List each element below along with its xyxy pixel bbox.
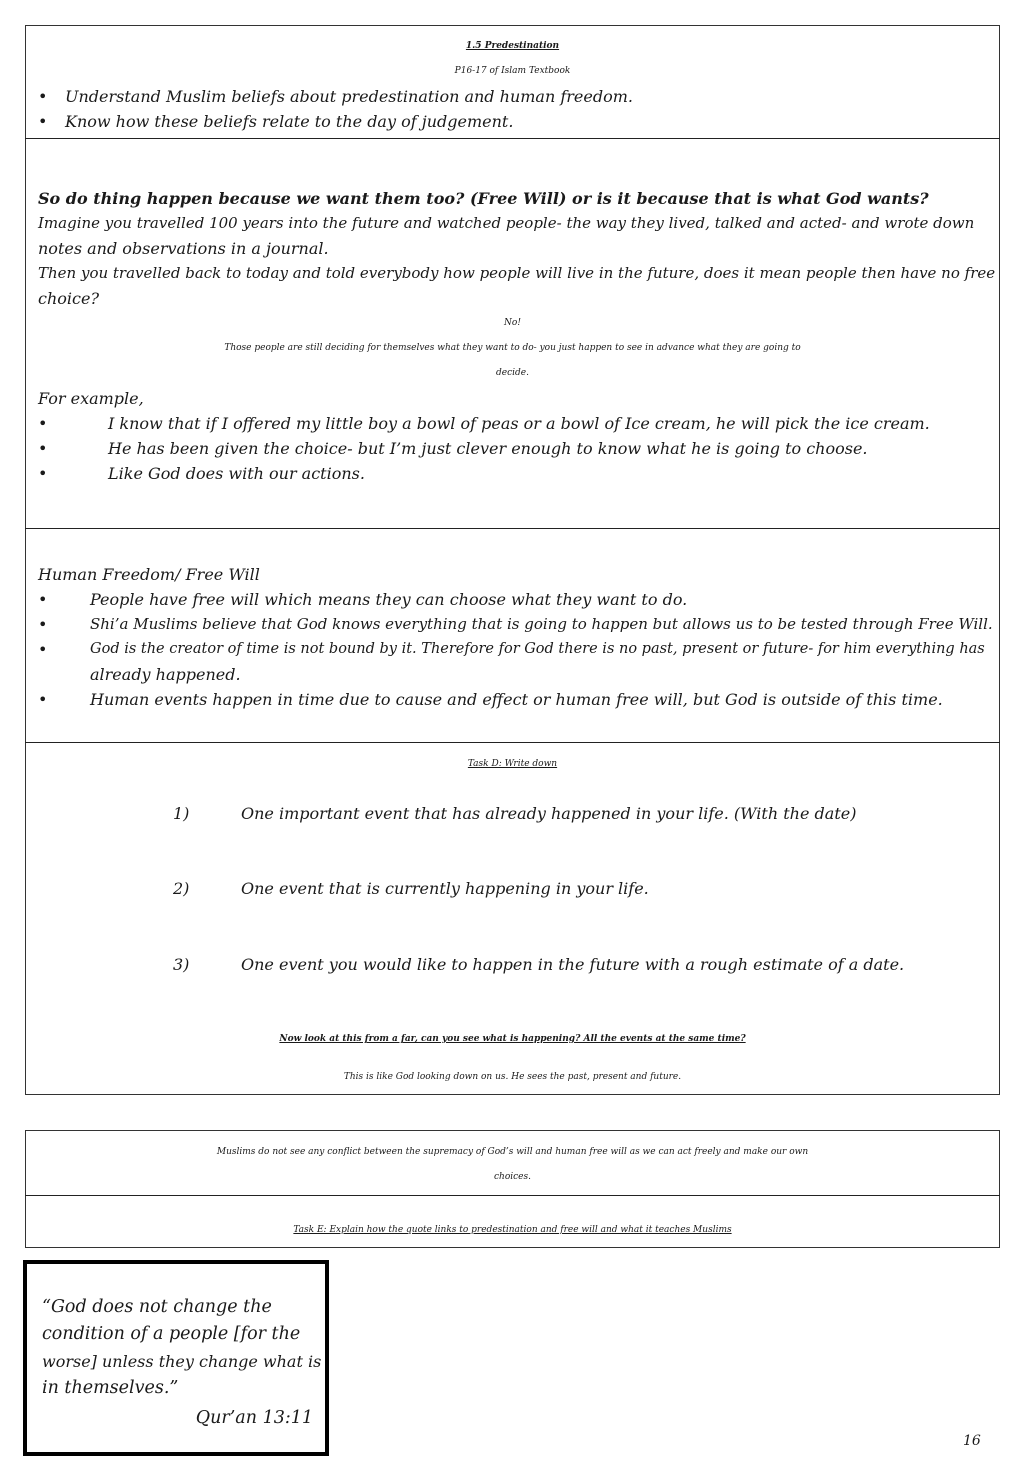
paragraph-2-line-1: Then you travelled back to today and told everybody how people will live in the future, does it mean people then have no free xyxy=(38,264,996,282)
objective-1: Understand Muslim beliefs about predestination and human freedom. xyxy=(65,87,633,106)
quote-line-1: “God does not change the xyxy=(42,1297,272,1317)
answer-no: No! xyxy=(504,318,521,328)
task-e-title: Task E: Explain how the quote links to predestination and free will and what it teaches Muslims xyxy=(293,1225,732,1235)
quote-line-4: in themselves.” xyxy=(42,1378,179,1398)
bullet-icon: • xyxy=(38,439,48,458)
page-number: 16 xyxy=(963,1433,981,1449)
bullet-icon: • xyxy=(38,690,48,709)
divider-statement xyxy=(25,1195,1000,1196)
textbook-reference: P16-17 of Islam Textbook xyxy=(454,66,571,76)
objective-2: Know how these beliefs relate to the day of judgement. xyxy=(65,112,514,131)
divider-section2 xyxy=(25,742,1000,743)
paragraph-3-line-1: Those people are still deciding for themselves what they want to do- you just happen to see in advance what they are going to xyxy=(224,343,801,353)
lesson-title: 1.5 Predestination xyxy=(465,41,560,51)
free-will-heading: Human Freedom/ Free Will xyxy=(38,565,260,584)
bullet-icon: • xyxy=(38,615,48,634)
task-d-title: Task D: Write down xyxy=(467,759,558,769)
free-will-point-4: Human events happen in time due to cause and effect or human free will, but God is outside of this time. xyxy=(90,690,943,709)
quote-line-3: worse] unless they change what is xyxy=(42,1352,322,1371)
free-will-point-2: Shi’a Muslims believe that God knows everything that is going to happen but allows us to be tested through Free Will. xyxy=(90,615,993,633)
task-d-number-2: 2) xyxy=(173,879,190,898)
paragraph-1-line-2: notes and observations in a journal. xyxy=(38,239,329,258)
bullet-icon: • xyxy=(38,414,48,433)
bullet-icon: • xyxy=(38,112,48,131)
divider-header xyxy=(25,138,1000,139)
task-d-item-3: One event you would like to happen in the future with a rough estimate of a date. xyxy=(241,955,905,974)
free-will-point-3-line-2: already happened. xyxy=(90,665,241,684)
free-will-point-3-line-1: God is the creator of time is not bound by it. Therefore for God there is no past, present or future- for him everything has xyxy=(90,641,985,657)
task-d-prompt: Now look at this from a far, can you see what is happening? All the events at the same time? xyxy=(279,1034,746,1044)
free-will-point-1: People have free will which means they can choose what they want to do. xyxy=(90,590,688,609)
task-d-item-2: One event that is currently happening in your life. xyxy=(241,879,649,898)
statement-line-2: choices. xyxy=(494,1172,531,1182)
free-will-question: So do thing happen because we want them too? (Free Will) or is it because that is what God wants? xyxy=(38,189,929,208)
task-d-item-1: One important event that has already happened in your life. (With the date) xyxy=(241,804,857,823)
example-label: For example, xyxy=(38,389,144,408)
task-d-conclusion: This is like God looking down on us. He sees the past, present and future. xyxy=(343,1072,682,1082)
example-1: I know that if I offered my little boy a bowl of peas or a bowl of Ice cream, he will pick the ice cream. xyxy=(108,414,930,433)
bullet-icon: • xyxy=(38,640,48,659)
divider-section1 xyxy=(25,528,1000,529)
quote-source: Qur’an 13:11 xyxy=(195,1408,313,1428)
bullet-icon: • xyxy=(38,590,48,609)
quote-box xyxy=(23,1260,329,1456)
paragraph-1-line-1: Imagine you travelled 100 years into the future and watched people- the way they lived, talked and acted- and wrote down xyxy=(38,214,975,232)
example-3: Like God does with our actions. xyxy=(108,464,365,483)
paragraph-2-line-2: choice? xyxy=(38,289,100,308)
statement-line-1: Muslims do not see any conflict between the supremacy of God’s will and human free will as we can act freely and make our own xyxy=(216,1147,809,1157)
bullet-icon: • xyxy=(38,87,48,106)
task-d-number-1: 1) xyxy=(173,804,190,823)
task-d-number-3: 3) xyxy=(173,955,190,974)
quote-line-2: condition of a people [for the xyxy=(42,1324,301,1344)
example-2: He has been given the choice- but I’m just clever enough to know what he is going to choose. xyxy=(108,439,868,458)
bullet-icon: • xyxy=(38,464,48,483)
paragraph-3-line-2: decide. xyxy=(496,368,529,378)
